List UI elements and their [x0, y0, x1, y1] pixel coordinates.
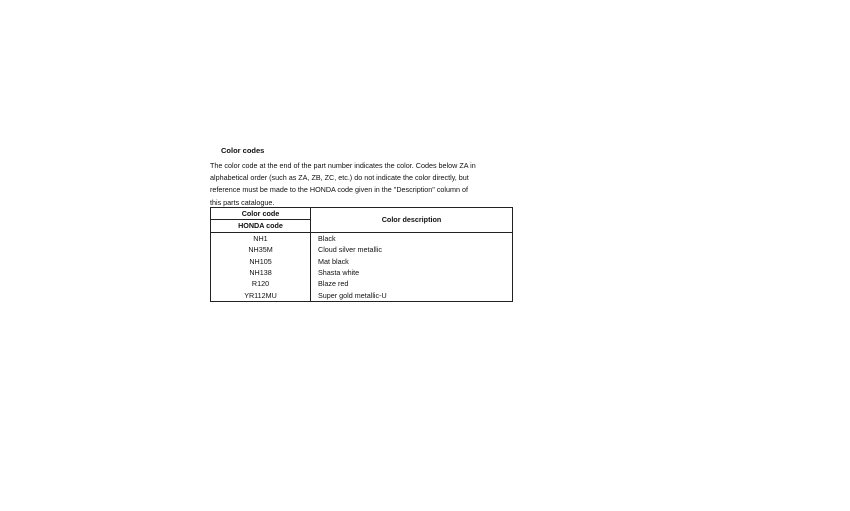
- table-header-row: [211, 208, 513, 220]
- table-row: [211, 232, 513, 244]
- color-description-cell: Black: [311, 232, 513, 244]
- honda-code-cell: R120: [211, 278, 311, 289]
- table-row: [211, 267, 513, 278]
- honda-code-cell: NH105: [211, 256, 311, 267]
- honda-code-cell: NH138: [211, 267, 311, 278]
- intro-paragraph: [210, 160, 520, 209]
- paragraph-line: The color code at the end of the part number indicates the color. Codes below ZA in: [210, 161, 476, 170]
- color-description-cell: Shasta white: [311, 267, 513, 278]
- header-color-code: Color code: [211, 208, 311, 220]
- paragraph-line: this parts catalogue.: [210, 197, 275, 207]
- color-description-cell: Blaze red: [311, 278, 513, 289]
- honda-code-cell: NH35M: [211, 244, 311, 255]
- honda-code-cell: YR112MU: [211, 290, 311, 302]
- table-row: [211, 278, 513, 289]
- color-description-cell: Super gold metallic-U: [311, 290, 513, 302]
- paragraph-line: alphabetical order (such as ZA, ZB, ZC, etc.) do not indicate the color directly, but: [210, 173, 469, 183]
- color-description-cell: Mat black: [311, 256, 513, 267]
- paragraph-line: reference must be made to the HONDA code given in the "Description" column of: [210, 185, 468, 195]
- color-code-table: [210, 207, 513, 302]
- header-color-description: Color description: [311, 208, 513, 233]
- table-row: [211, 256, 513, 267]
- section-heading: Color codes: [221, 146, 265, 155]
- color-description-cell: Cloud silver metallic: [311, 244, 513, 255]
- table-row: [211, 244, 513, 255]
- honda-code-cell: NH1: [211, 232, 311, 244]
- header-honda-code: HONDA code: [211, 220, 311, 232]
- color-codes-section: [210, 146, 520, 300]
- table-row: [211, 290, 513, 302]
